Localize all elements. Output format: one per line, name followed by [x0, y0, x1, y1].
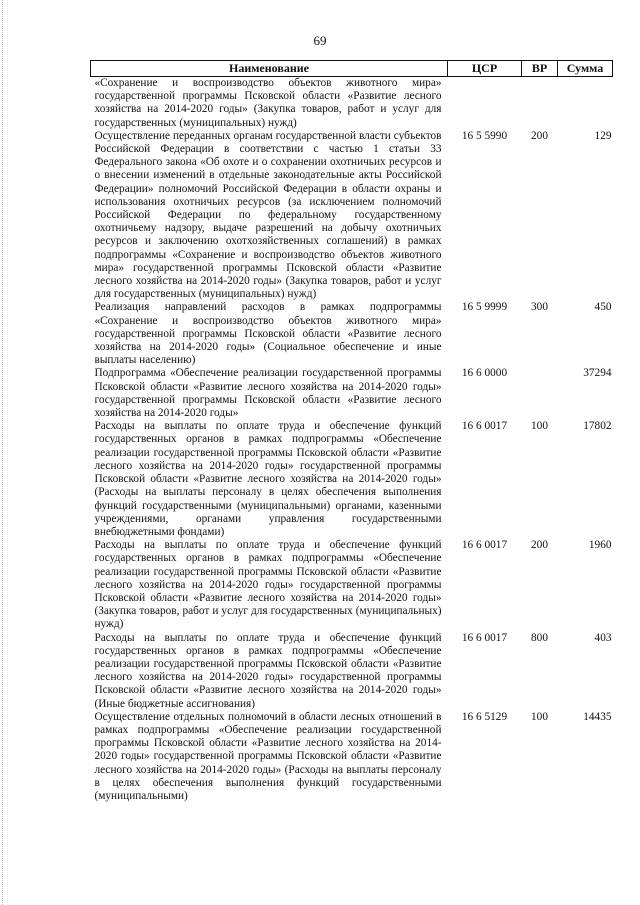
row-name: Реализация направлений расходов в рамках подпрограммы «Сохранение и воспроизводство объектов животного мира» государственной программы Псковской области «Развитие лесного хозяйства на 2014-2020 годы» (Социальное обеспечение и иные выплаты населению) — [94, 301, 442, 367]
row-csr: 16 5 5990 — [461, 129, 508, 142]
row-sum: 17802 — [583, 420, 612, 433]
table-row — [91, 130, 613, 302]
header-csr: ЦСР — [448, 61, 522, 77]
row-sum: 403 — [594, 631, 612, 644]
row-csr: 16 6 0017 — [461, 420, 508, 433]
row-name: Расходы на выплаты по оплате труда и обеспечение функций государственных органов в рамках подпрограммы «Обеспечение реализации государственной программы Псковской области «Развитие лесного хозяйства на 2014-2020 годы» государственной программы Псковской области «Развитие лесного хозяйства на 2014-2020 годы» (Расходы на выплаты персоналу в целях обеспечения выполнения функций государственными (муниципальными) органами, казенными учреждениями, органами управления государственными внебюджетными фондами) — [94, 420, 442, 538]
row-vr: 200 — [531, 129, 548, 142]
row-vr: 800 — [531, 631, 548, 644]
budget-table — [90, 60, 613, 803]
row-vr: 300 — [531, 301, 548, 314]
row-csr: 16 6 0017 — [461, 631, 508, 644]
row-name: «Сохранение и воспроизводство объектов животного мира» государственной программы Псковской области «Развитие лесного хозяйства на 2014-2020 годы» (Закупка товаров, работ и услуг для государственных (муниципальных) нужд) — [94, 77, 442, 129]
row-name: Расходы на выплаты по оплате труда и обеспечение функций государственных органов в рамках подпрограммы «Обеспечение реализации государственной программы Псковской области «Развитие лесного хозяйства на 2014-2020 годы» государственной программы Псковской области «Развитие лесного хозяйства на 2014-2020 годы» (Закупка товаров, работ и услуг для государственных (муниципальных) нужд) — [94, 539, 442, 631]
header-vr: ВР — [522, 61, 558, 77]
table-row — [91, 711, 613, 803]
table-row — [91, 367, 613, 420]
row-name: Расходы на выплаты по оплате труда и обеспечение функций государственных органов в рамках подпрограммы «Обеспечение реализации государственной программы Псковской области «Развитие лесного хозяйства на 2014-2020 годы» государственной программы Псковской области «Развитие лесного хозяйства на 2014-2020 годы» (Иные бюджетные ассигнования) — [94, 631, 442, 710]
row-sum: 14435 — [583, 710, 612, 723]
row-name: Осуществление переданных органам государственной власти субъектов Российской Федерации в соответствии с частью 1 статьи 33 Федерального закона «Об охоте и о сохранении охотничьих ресурсов и о внесении изменений в отдельные законодательные акты Российской Федерации» полномочий Российской Федерации в области охраны и использования охотничьих ресурсов (за исключением полномочий Российской Федерации по федеральному государственному охотничьему надзору, выдаче разрешений на добычу охотничьих ресурсов и заключению охотхозяйственных соглашений) в рамках подпрограммы «Сохранение и воспроизводство объектов животного мира» государственной программы Псковской области «Развитие лесного хозяйства на 2014-2020 годы» (Закупка товаров, работ и услуг для государственных (муниципальных) нужд) — [94, 129, 442, 301]
page-number: 69 — [313, 33, 327, 48]
row-csr: 16 6 0017 — [461, 539, 508, 552]
row-csr: 16 6 5129 — [461, 710, 508, 723]
table-row — [91, 632, 613, 711]
row-sum — [558, 77, 613, 130]
row-csr: 16 6 0000 — [461, 367, 508, 380]
scan-edge-line — [2, 0, 4, 905]
row-name: Подпрограмма «Обеспечение реализации государственной программы Псковской области «Развитие лесного хозяйства на 2014-2020 годы» государственной программы Псковской области «Развитие лесного хозяйства на 2014-2020 годы» — [94, 367, 442, 420]
row-vr: 100 — [531, 710, 548, 723]
row-csr — [448, 77, 522, 130]
row-vr — [522, 77, 558, 130]
row-name: Осуществление отдельных полномочий в области лесных отношений в рамках подпрограммы «Обеспечение реализации государственной программы Псковской области «Развитие лесного хозяйства на 2014-2020 годы» государственной программы Псковской области «Развитие лесного хозяйства на 2014-2020 годы» (Расходы на выплаты персоналу в целях обеспечения выполнения функций государственными (муниципальными) — [94, 710, 442, 802]
row-csr: 16 5 9999 — [461, 301, 508, 314]
row-vr — [522, 367, 558, 420]
row-vr: 100 — [531, 420, 548, 433]
table-row — [91, 539, 613, 631]
row-sum: 1960 — [588, 539, 612, 552]
row-sum: 450 — [594, 301, 612, 314]
table-row — [91, 301, 613, 367]
row-vr: 200 — [531, 539, 548, 552]
header-sum: Сумма — [558, 61, 613, 77]
row-sum: 37294 — [583, 367, 612, 380]
table-row — [91, 77, 613, 130]
header-name: Наименование — [91, 61, 448, 77]
table-row — [91, 420, 613, 539]
table-header-row — [91, 61, 613, 77]
row-sum: 129 — [594, 129, 612, 142]
